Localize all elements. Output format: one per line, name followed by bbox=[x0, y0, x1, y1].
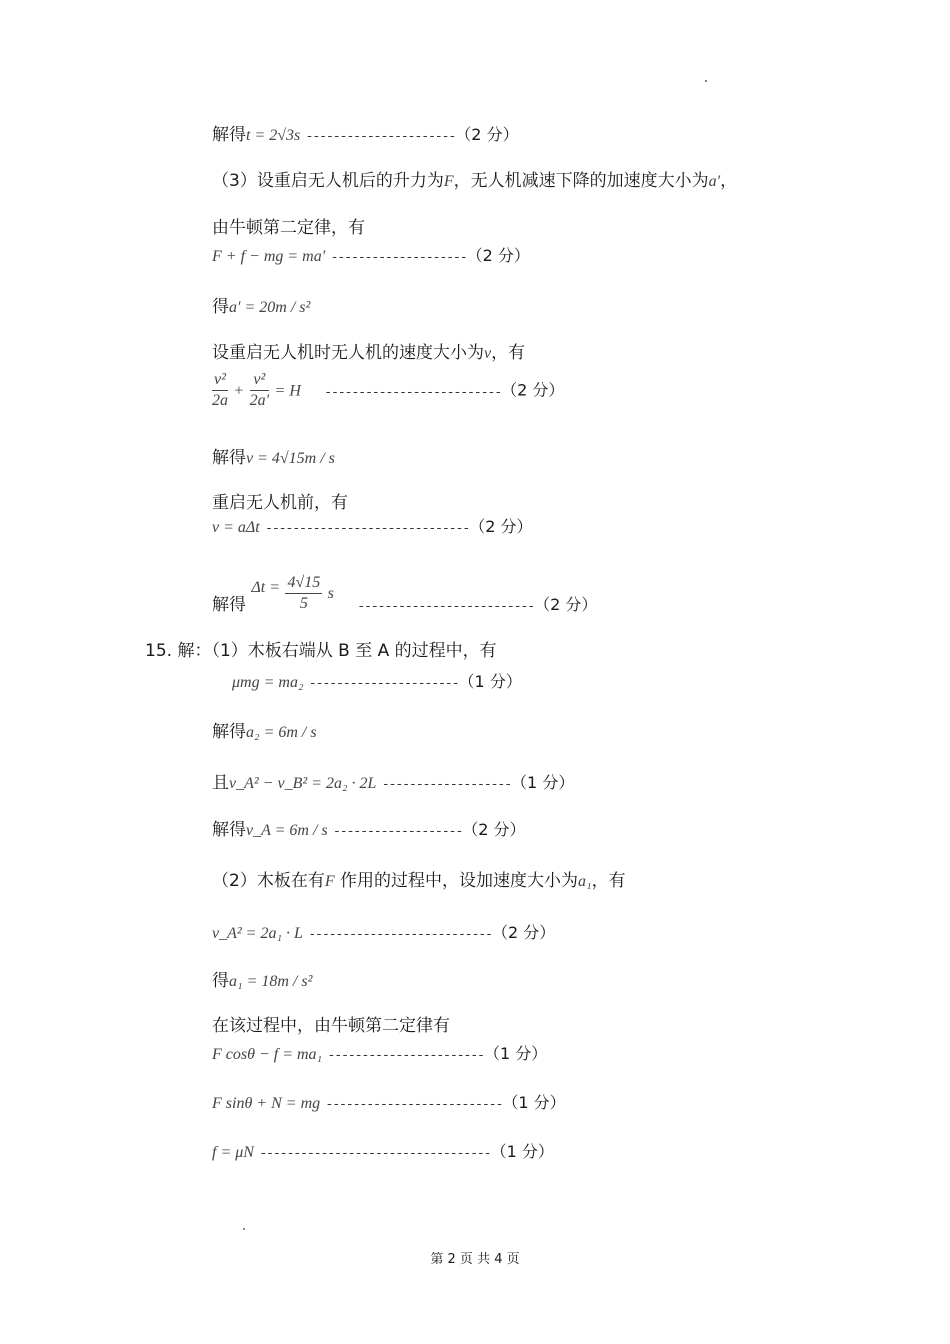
line-vA-squared: v_A² = 2a₁ · L ---------------------------（2 分） bbox=[212, 923, 556, 942]
line-solve-t: 解得t = 2√3s ----------------------（2 分） bbox=[212, 125, 519, 145]
line-solve-a2: 解得a₂ = 6m / s bbox=[212, 722, 317, 742]
scan-speck bbox=[705, 80, 707, 82]
line-solve-vA: 解得v_A = 6m / s -------------------（2 分） bbox=[212, 820, 526, 840]
fraction-delta-t: $\frac{4√15}{5}$ bbox=[287, 573, 321, 612]
line-friction-equation: μmg = ma₂ ----------------------（1 分） bbox=[232, 672, 522, 691]
fraction-2: $\frac{\text{v²}}{2a'}$ bbox=[249, 371, 270, 409]
line-v-equation: v = aΔt ------------------------------（2 分） bbox=[212, 517, 533, 536]
line-before-restart: 重启无人机前，有 bbox=[212, 493, 348, 513]
fraction-1: $\frac{\text{v²}}{2a}$ bbox=[212, 371, 228, 409]
line-solve-v: 解得v = 4√15m / s bbox=[212, 448, 335, 468]
scan-speck bbox=[243, 1228, 245, 1230]
line-solve-delta-t: 解得 Δt = $\frac{4√15}{5}$ s $_{--------------------------}$（2 分） bbox=[212, 573, 598, 615]
line-get-a1: 得a₁ = 18m / s² bbox=[212, 971, 313, 991]
line-friction-normal: f = μN ----------------------------------（1 分） bbox=[212, 1142, 554, 1161]
question-15-heading: 15. 解：（1）木板右端从 B 至 A 的过程中，有 bbox=[145, 641, 497, 661]
line-force-equation: F + f − mg = ma′ --------------------（2 分） bbox=[212, 246, 530, 265]
line-part3-intro: （3）设重启无人机后的升力为F，无人机减速下降的加速度大小为a′， bbox=[212, 171, 738, 191]
line-kinematics-fraction: $\frac{\text{v²}}{2a}$ + $\frac{\text{v²}}{2a'}$ = H --------------------------（2 分） bbox=[212, 371, 565, 409]
line-part2-intro: （2）木板在有F 作用的过程中，设加速度大小为a₁，有 bbox=[212, 871, 626, 891]
page-footer: 第 2 页 共 4 页 bbox=[430, 1252, 520, 1267]
line-velocity-relation: 且v_A² − v_B² = 2a₂ · 2L -------------------（1 分） bbox=[212, 773, 575, 793]
line-cos-equation: F cosθ − f = ma₁ -----------------------（1 分） bbox=[212, 1044, 548, 1063]
line-set-v: 设重启无人机时无人机的速度大小为v，有 bbox=[212, 343, 526, 363]
line-sin-equation: F sinθ + N = mg --------------------------（1 分） bbox=[212, 1093, 566, 1112]
line-newton-law: 由牛顿第二定律，有 bbox=[212, 218, 365, 238]
line-process-newton: 在该过程中，由牛顿第二定律有 bbox=[212, 1016, 450, 1036]
line-get-a-prime: 得a′ = 20m / s² bbox=[212, 297, 311, 317]
